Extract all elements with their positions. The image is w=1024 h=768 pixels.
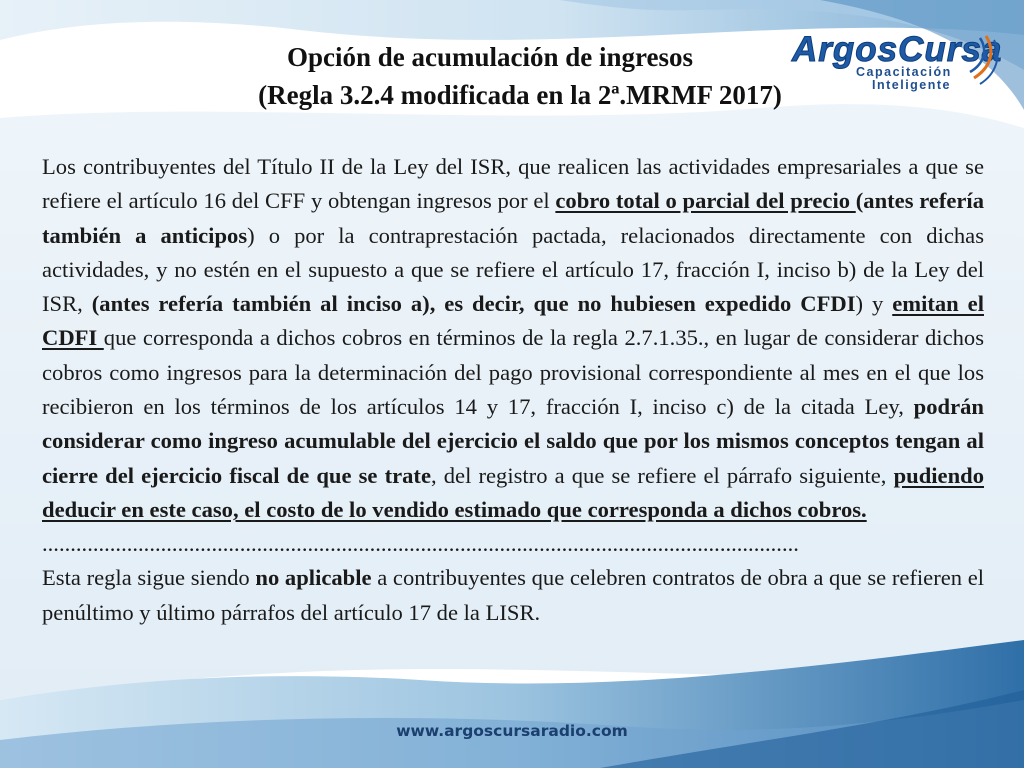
logo-tagline-1: Capacitación (856, 65, 952, 79)
underlined-phrase: cobro total o parcial del precio (555, 188, 856, 214)
text-span: que corresponda a dichos cobros en términos de la regla 2.7.1.35., en lugar de considerar dichos cobros como ingresos para la determinación del pago provisional correspondiente al mes en el que los recibieron en los términos de los artículos 14 y 17, fracción I, inciso c) de la citada Ley, (42, 325, 984, 420)
logo-brand-text: ArgosCursa (792, 30, 1003, 69)
slide-body (42, 150, 984, 630)
logo-swoosh-icon (968, 32, 1002, 86)
text-span: Esta regla sigue siendo (42, 565, 256, 591)
bold-phrase: podrán considerar como ingreso acumulable del ejercicio el saldo que por los mismos conceptos tengan al cierre del ejercicio fiscal de que se trate (42, 394, 984, 488)
text-span: ) o por la contraprestación pactada, relacionados directamente con dichas actividades, y no estén en el supuesto a que se refiere el artículo 17, fracción I, inciso b) de la Ley del ISR, (42, 222, 985, 317)
dotted-separator: ...................................................................................................................................... (42, 531, 799, 557)
paragraph-rule-description (42, 150, 984, 527)
slide-title-line1: Opción de acumulación de ingresos (286, 42, 694, 72)
text-span: , del registro a que se refiere el párrafo siguiente, (430, 462, 894, 488)
paragraph-exception (42, 561, 984, 630)
slide-title-line2: (Regla 3.2.4 modificada en la 2ª.MRMF 2017) (258, 80, 782, 110)
bold-phrase: no aplicable (255, 565, 372, 591)
footer-url[interactable]: www.argoscursaradio.com (396, 722, 628, 740)
underlined-bold-phrase: pudiendo deducir en este caso, el costo de lo vendido estimado que corresponda a dichos cobros. (42, 462, 985, 522)
argoscursa-logo (792, 30, 1007, 92)
underlined-phrase: emitan el CDFI (42, 291, 984, 351)
bold-phrase: (antes refería también a anticipos (42, 188, 984, 248)
logo-tagline-2: Inteligente (872, 78, 952, 92)
bold-phrase: (antes refería también al inciso a), es decir, que no hubiesen expedido CFDI (91, 291, 856, 317)
text-span: Los contribuyentes del Título II de la Ley del ISR, que realicen las actividades empresariales a que se refiere el artículo 16 del CFF y obtengan ingresos por el (42, 154, 984, 214)
text-span: ) y (855, 291, 893, 317)
text-span: a contribuyentes que celebren contratos de obra a que se refieren el penúltimo y último párrafos del artículo 17 de la LISR. (42, 565, 985, 625)
